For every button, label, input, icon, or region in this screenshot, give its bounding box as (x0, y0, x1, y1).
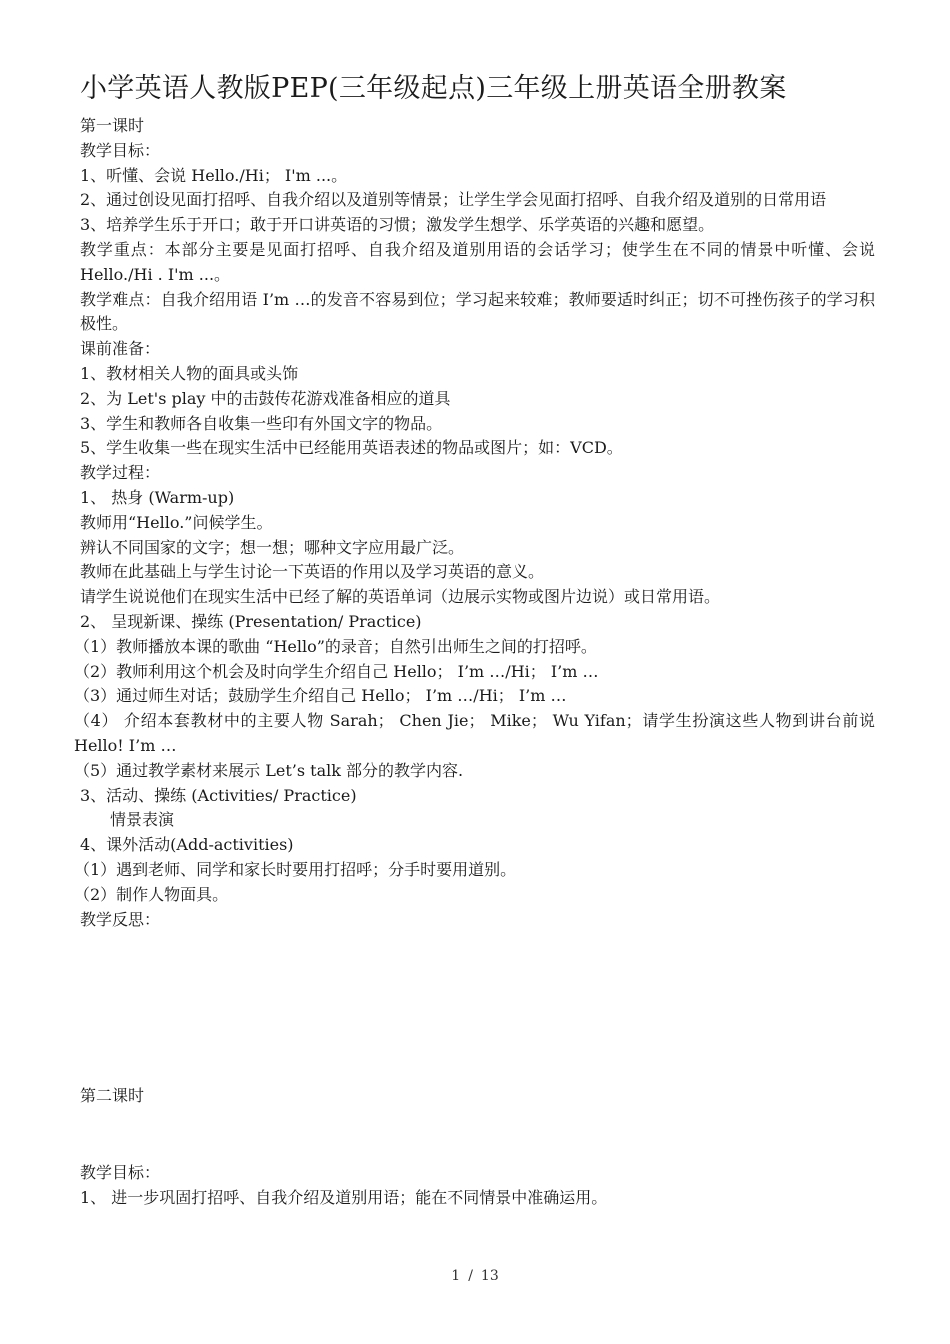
objective-item: 1、听懂、会说 Hello./Hi； I'm ...。 (80, 165, 348, 185)
page-number (0, 1268, 950, 1284)
blank-space (80, 932, 875, 1084)
presentation-step: （2）教师利用这个机会及时向学生介绍自己 Hello； I’m …/Hi； I’m … (74, 661, 599, 681)
after-class-heading: 4、课外活动(Add-activities) (80, 835, 294, 855)
difficulty: 教学难点：自我介绍用语 I’m …的发音不容易到位；学习起来较难；教师要适时纠正；切不可挫伤孩子的学习积极性。 (80, 289, 875, 334)
document-page (74, 70, 875, 1211)
presentation-heading: 2、 呈现新课、操练 (Presentation/ Practice) (80, 611, 422, 631)
lesson2-objective-item: 1、 进一步巩固打招呼、自我介绍及道别用语；能在不同情景中准确运用。 (80, 1187, 608, 1207)
lesson1-heading: 第一课时 (80, 116, 145, 135)
presentation-step: （1）教师播放本课的歌曲 “Hello”的录音；自然引出师生之间的打招呼。 (74, 636, 597, 656)
presentation-step: （4） 介绍本套教材中的主要人物 Sarah； Chen Jie； Mike； Wu Yifan；请学生扮演这些人物到讲台前说 Hello! I’m … (74, 711, 875, 755)
prep-item: 2、为 Let's play 中的击鼓传花游戏准备相应的道具 (80, 388, 451, 408)
page-current: 1 (451, 1268, 461, 1284)
warmup-line: 请学生说说他们在现实生活中已经了解的英语单词（边展示实物或图片边说）或日常用语。 (80, 587, 721, 607)
lesson2-objectives-label: 教学目标： (80, 1163, 161, 1183)
warmup-heading: 1、 热身 (Warm-up) (80, 487, 235, 507)
objective-item: 3、培养学生乐于开口；敢于开口讲英语的习惯；激发学生想学、乐学英语的兴趣和愿望。 (80, 215, 715, 235)
prep-item: 5、学生收集一些在现实生活中已经能用英语表述的物品或图片；如：VCD。 (80, 438, 623, 458)
activities-heading: 3、活动、操练 (Activities/ Practice) (80, 785, 357, 805)
prep-label: 课前准备： (80, 339, 161, 359)
after-class-item: （1）遇到老师、同学和家长时要用打招呼；分手时要用道别。 (74, 859, 517, 879)
lesson2-heading: 第二课时 (80, 1086, 145, 1106)
reflection-label: 教学反思： (80, 909, 161, 929)
objectives-label: 教学目标： (80, 140, 161, 160)
warmup-line: 辨认不同国家的文字；想一想；哪种文字应用最广泛。 (80, 537, 465, 557)
presentation-step: （5）通过教学素材来展示 Let’s talk 部分的教学内容. (74, 760, 464, 780)
blank-space (80, 1109, 875, 1161)
activities-item: 情景表演 (110, 810, 175, 830)
objective-item: 2、通过创设见面打招呼、自我介绍以及道别等情景；让学生学会见面打招呼、自我介绍及道别的日常用语 (80, 190, 827, 210)
warmup-line: 教师在此基础上与学生讨论一下英语的作用以及学习英语的意义。 (80, 562, 545, 582)
presentation-step: （3）通过师生对话；鼓励学生介绍自己 Hello； I’m …/Hi； I’m … (74, 686, 567, 706)
warmup-line: 教师用“Hello.”问候学生。 (80, 512, 273, 532)
document-title: 小学英语人教版PEP(三年级起点)三年级上册英语全册教案 (80, 73, 787, 104)
prep-item: 3、学生和教师各自收集一些印有外国文字的物品。 (80, 413, 443, 433)
key-point: 教学重点：本部分主要是见面打招呼、自我介绍及道别用语的会话学习；使学生在不同的情景中听懂、会说 Hello./Hi . I'm ...。 (80, 239, 875, 284)
page-total: 13 (480, 1268, 499, 1284)
process-label: 教学过程： (80, 463, 161, 483)
after-class-item: （2）制作人物面具。 (74, 884, 229, 904)
prep-item: 1、教材相关人物的面具或头饰 (80, 363, 299, 383)
page-separator: / (468, 1268, 473, 1284)
